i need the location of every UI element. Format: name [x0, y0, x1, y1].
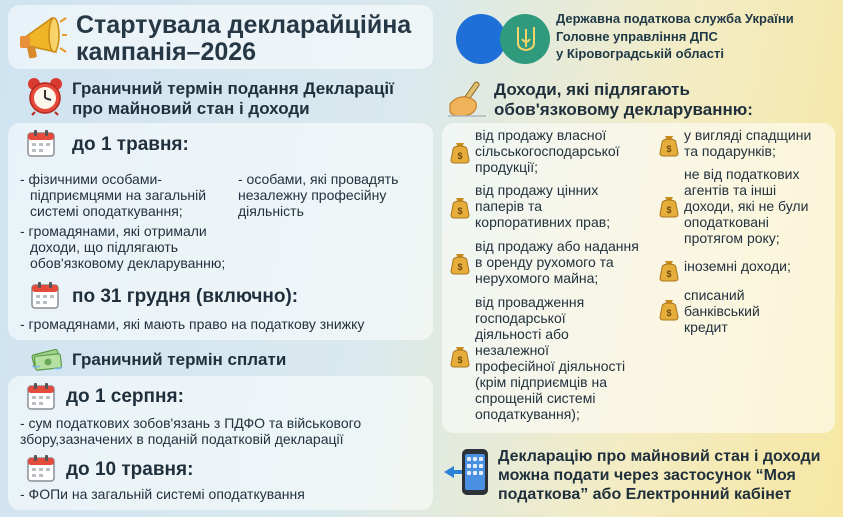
- filing-item-3-line1: - громадянами, які отримали: [20, 223, 207, 239]
- filing-item-1-line3: системі оподаткування;: [30, 203, 183, 219]
- income-left-item-1-line-3: продукції;: [475, 159, 539, 175]
- income-left-item-4-line-7: спрощеній системі: [475, 390, 596, 406]
- income-right-item-3-line-1: іноземні доходи;: [684, 258, 791, 274]
- app-note-line1: Декларацію про майновий стан і доходи: [498, 448, 821, 465]
- income-left-item-2-line-2: паперів та: [475, 198, 542, 214]
- money-icon: [30, 346, 64, 372]
- income-left-item-3-line-1: від продажу або надання: [475, 238, 639, 254]
- trident-icon: [516, 25, 536, 53]
- calendar-icon: [30, 280, 60, 310]
- svg-text:$: $: [457, 151, 463, 161]
- app-note-line2: можна подати через застосунок “Моя: [498, 467, 796, 484]
- svg-text:$: $: [666, 144, 672, 154]
- income-left-item-2-line-3: корпоративних прав;: [475, 214, 611, 230]
- svg-text:$: $: [666, 308, 672, 318]
- filing-item-2-line2: незалежну професійну: [238, 187, 387, 203]
- income-left-item-4-line-6: (крім підприємців на: [475, 374, 607, 390]
- page-title-line1: Стартувала декларайційна: [76, 11, 412, 39]
- filing-item-2-line1: - особами, які провадять: [238, 171, 399, 187]
- money-bag-icon: [658, 133, 680, 157]
- income-right-item-2-line-4: оподатковані: [684, 214, 769, 230]
- income-title-line2: обов'язковому декларуванню:: [494, 100, 753, 119]
- alarm-clock-icon: [26, 76, 64, 116]
- agency-name-line2: Головне управління ДПС: [556, 29, 718, 44]
- income-right-item-4-line-1: списаний: [684, 287, 745, 303]
- agency-name-line1: Державна податкова служба України: [556, 11, 794, 26]
- svg-text:$: $: [457, 206, 463, 216]
- payment-item-2: - ФОПи на загальній системі оподаткування: [20, 486, 305, 502]
- filing-item-1-line2: підприємцями на загальній: [30, 187, 207, 203]
- writing-hand-icon: [446, 78, 488, 118]
- income-right-item-2-line-1: не від податкових: [684, 166, 800, 182]
- payment-item-1-line2: збору,зазначених в поданій податковій декларації: [20, 431, 344, 447]
- income-left-item-4-line-4: незалежної: [475, 342, 549, 358]
- money-bag-icon: [449, 251, 471, 275]
- payment-title: Граничний термін сплати: [72, 350, 287, 369]
- filing-item-4: - громадянами, які мають право на податкову знижку: [20, 316, 365, 332]
- money-bag-icon: [658, 258, 680, 282]
- calendar-icon: [26, 381, 56, 411]
- page-title-line2: кампанія–2026: [76, 38, 257, 66]
- income-right-item-1-line-2: та подарунків;: [684, 143, 776, 159]
- megaphone-icon: [16, 8, 68, 64]
- income-right-item-2-line-5: протягом року;: [684, 230, 780, 246]
- logo-circle-blue: [456, 14, 506, 64]
- deadline-may-10: до 10 травня:: [66, 459, 194, 480]
- svg-text:$: $: [666, 205, 672, 215]
- calendar-icon: [26, 128, 56, 158]
- payment-item-1-line1: - сум податкових зобов'язань з ПДФО та військового: [20, 415, 362, 431]
- deadline-may-1: до 1 травня:: [72, 134, 189, 155]
- income-left-item-4-line-1: від провадження: [475, 294, 585, 310]
- income-left-item-4-line-2: господарської: [475, 310, 566, 326]
- income-left-item-4-line-8: оподаткування);: [475, 406, 580, 422]
- money-bag-icon: [449, 140, 471, 164]
- svg-text:$: $: [457, 355, 463, 365]
- money-bag-icon: [658, 194, 680, 218]
- income-right-item-2-line-3: доходи, які не були: [684, 198, 809, 214]
- income-right-item-4-line-2: банківський: [684, 303, 760, 319]
- income-title-line1: Доходи, які підлягають: [494, 80, 690, 99]
- income-right-item-1-line-1: у вигляді спадщини: [684, 127, 812, 143]
- money-bag-icon: [658, 297, 680, 321]
- income-left-item-3-line-3: нерухомого майна;: [475, 270, 599, 286]
- income-left-item-3-line-2: в оренду рухомого та: [475, 254, 614, 270]
- income-right-item-2-line-2: агентів та інші: [684, 182, 777, 198]
- svg-text:$: $: [666, 269, 672, 279]
- filing-item-3-line3: обов'язковому декларуванню;: [30, 255, 226, 271]
- filing-title-line2: про майновий стан і доходи: [72, 99, 310, 118]
- svg-text:$: $: [457, 262, 463, 272]
- money-bag-icon: [449, 195, 471, 219]
- income-left-item-4-line-3: діяльності або: [475, 326, 569, 342]
- filing-title-line1: Граничний термін подання Декларації: [72, 79, 394, 98]
- money-bag-icon: [449, 344, 471, 368]
- calendar-icon: [26, 453, 56, 483]
- app-note-line3: податкова” або Електронний кабінет: [498, 486, 792, 503]
- agency-name-line3: у Кіровоградській області: [556, 46, 724, 61]
- deadline-dec-31: по 31 грудня (включно):: [72, 286, 299, 307]
- filing-item-2-line3: діяльність: [238, 203, 304, 219]
- deadline-aug-1: до 1 серпня:: [66, 386, 184, 407]
- income-left-item-1-line-1: від продажу власної: [475, 127, 607, 143]
- filing-item-1-line1: - фізичними особами-: [20, 171, 162, 187]
- income-left-item-4-line-5: професійної діяльності: [475, 358, 626, 374]
- filing-item-3-line2: доходи, що підлягають: [30, 239, 179, 255]
- smartphone-icon: [442, 446, 494, 498]
- income-right-item-4-line-3: кредит: [684, 319, 728, 335]
- income-left-item-2-line-1: від продажу цінних: [475, 182, 599, 198]
- income-left-item-1-line-2: сільськогосподарської: [475, 143, 620, 159]
